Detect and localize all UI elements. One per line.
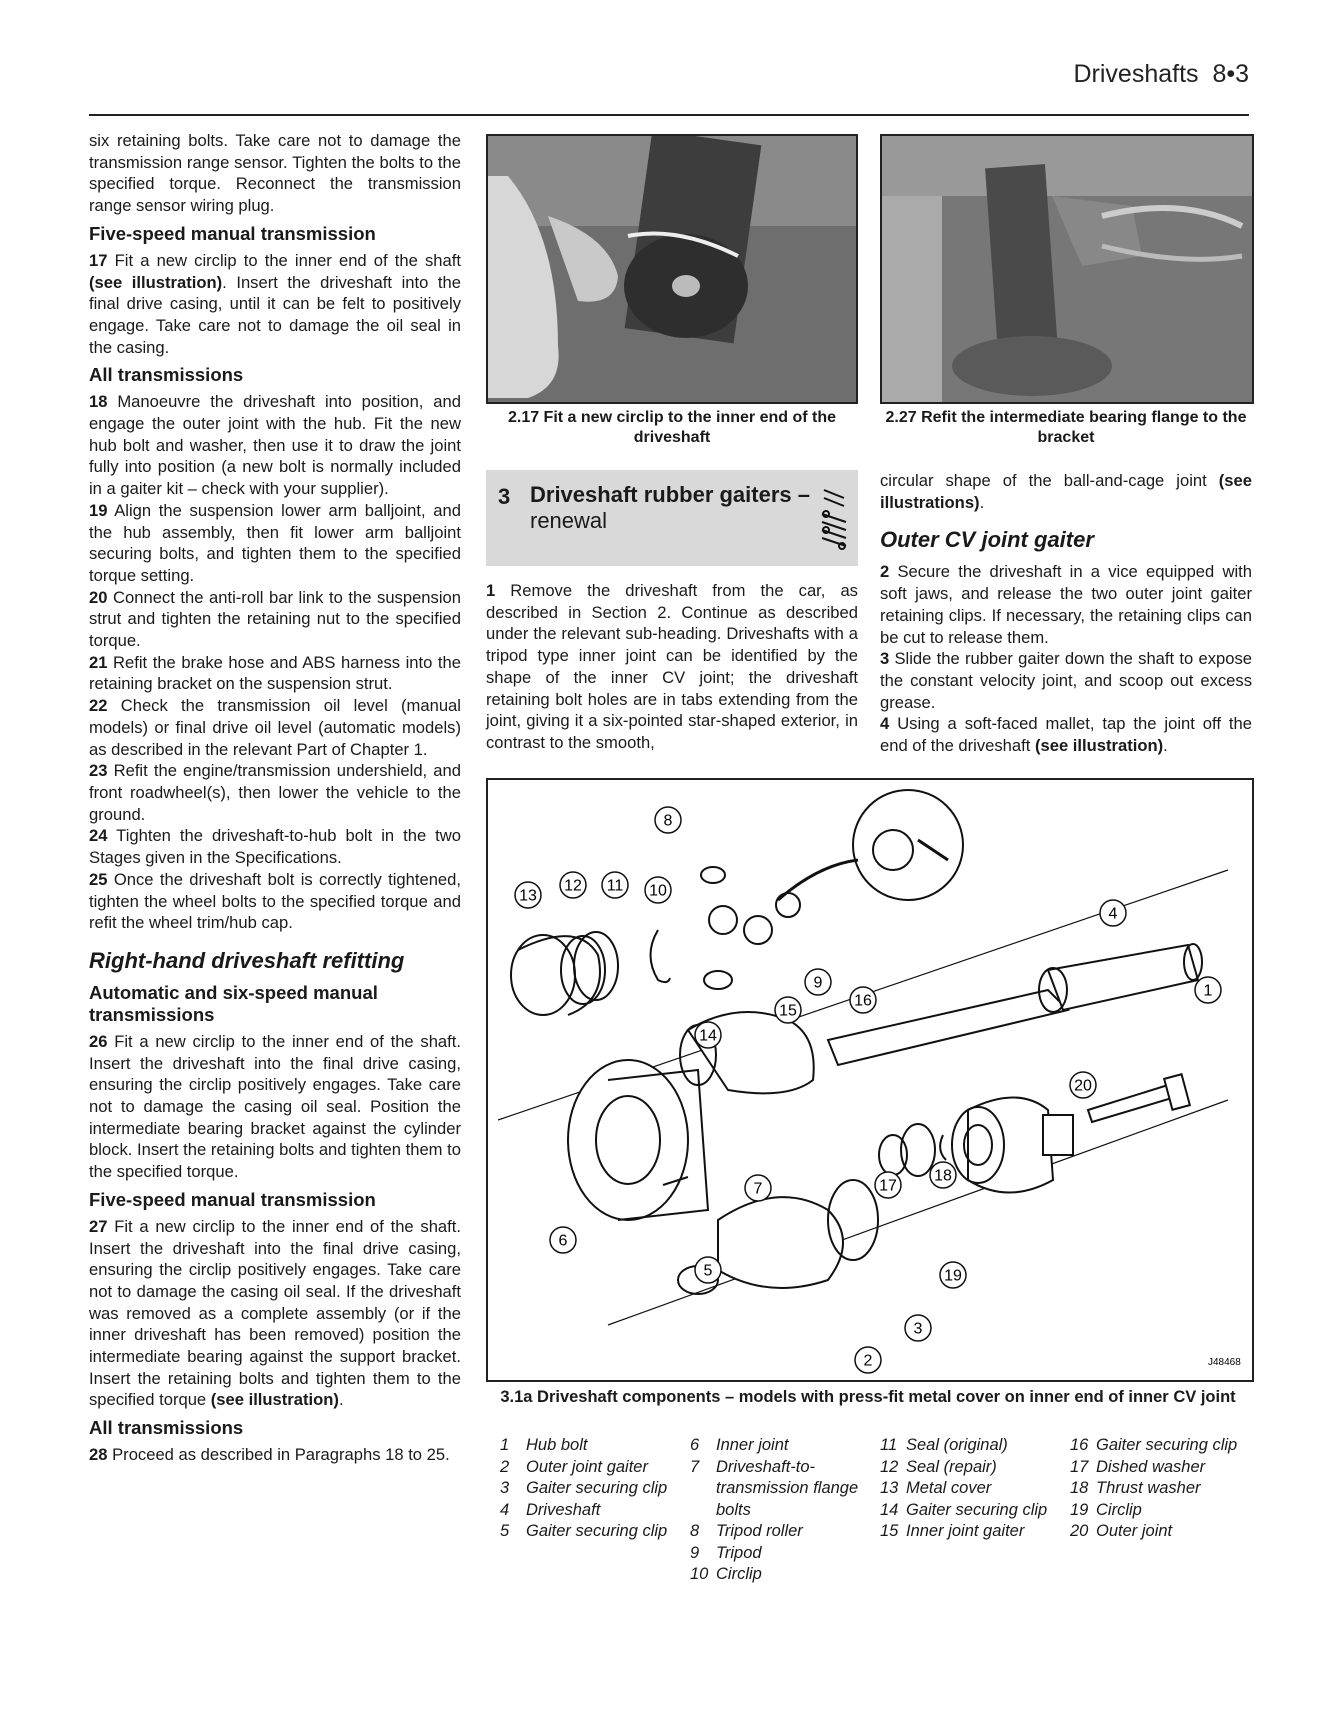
legend-number: 16 — [1070, 1436, 1089, 1454]
sub-heading: All transmissions — [89, 364, 244, 386]
legend-label: Seal (repair) — [906, 1457, 997, 1476]
legend-item — [1070, 1500, 1260, 1522]
paragraph-number: 1 — [486, 581, 496, 600]
legend-item — [1070, 1521, 1260, 1543]
legend-item — [1070, 1435, 1260, 1457]
legend-number: 12 — [880, 1457, 899, 1476]
section-subtitle: renewal — [530, 508, 608, 533]
paragraph-text: circular shape of the ball-and-cage joint — [880, 471, 1219, 490]
legend-item — [690, 1457, 880, 1522]
legend-number: 17 — [1070, 1457, 1089, 1476]
paragraph-number: 27 — [89, 1216, 108, 1236]
callout-number: 19 — [944, 1267, 962, 1285]
legend-number: 6 — [690, 1436, 700, 1454]
photo-bearing-flange — [880, 134, 1254, 404]
paragraph-tail: . — [338, 1390, 344, 1410]
legend-number: 2 — [500, 1457, 510, 1476]
photo-bearing-flange-caption: 2.27 Refit the intermediate bearing flange to the bracket — [885, 409, 1247, 446]
callout-number: 18 — [934, 1167, 952, 1185]
paragraph — [89, 760, 461, 825]
callout-number: 4 — [1108, 905, 1118, 923]
callout-number: 5 — [703, 1262, 713, 1280]
legend-item — [880, 1521, 1070, 1543]
callout-number: 9 — [813, 974, 823, 992]
paragraph-number: 22 — [89, 696, 108, 716]
paragraph-number: 24 — [89, 826, 108, 846]
legend-label: Thrust washer — [1096, 1479, 1201, 1497]
paragraph-text: Proceed as described in Paragraphs 18 to 25. — [112, 1445, 450, 1465]
sub-heading: Automatic and six-speed manual transmissions — [89, 981, 378, 1025]
paragraph-number: 26 — [89, 1031, 108, 1051]
paragraph-text: Using a soft-faced mallet, tap the joint off the end of the driveshaft — [880, 714, 1252, 756]
paragraph-text: Fit a new circlip to the inner end of the shaft — [114, 250, 461, 270]
paragraph — [89, 652, 461, 695]
legend-number: 19 — [1070, 1500, 1089, 1519]
legend-item — [880, 1500, 1070, 1522]
legend-label: Tripod roller — [716, 1522, 803, 1540]
legend-item — [1070, 1478, 1260, 1500]
cross-reference: (see illustrations) — [880, 471, 1252, 512]
paragraph-text: Tighten the driveshaft-to-hub bolt in the two Stages given in the Specifications. — [89, 826, 462, 868]
callout-number: 11 — [606, 877, 624, 895]
sub-heading: Five-speed manual transmission — [89, 1188, 376, 1210]
legend-item — [690, 1435, 880, 1457]
paragraph-tail: . Insert the driveshaft into the final drive casing, until it can be felt to positively engage. Take care not to damage the oil seal in the casing. — [89, 272, 461, 357]
driveshaft-components-diagram — [486, 778, 1254, 1382]
callout-number: 8 — [663, 812, 673, 830]
legend-number: 13 — [880, 1479, 899, 1497]
legend-number: 9 — [690, 1543, 700, 1562]
legend-label: Driveshaft — [526, 1500, 601, 1519]
legend-label: Circlip — [1096, 1500, 1142, 1519]
section-heading-box — [486, 470, 858, 566]
paragraph — [89, 695, 461, 760]
legend-item — [690, 1521, 880, 1543]
paragraph-text: Check the transmission oil level (manual models) or final drive oil level (automatic models) as described in the relevant Part of Chapter 1. — [89, 696, 461, 759]
legend-label: Driveshaft-to-transmission flange bolts — [716, 1457, 859, 1519]
paragraph-text: six retaining bolts. Take care not to damage the transmission range sensor. Tighten the bolts to the specified torque. Reconnect the transmission range sensor wiring plug. — [89, 131, 461, 216]
legend-number: 3 — [500, 1479, 510, 1497]
paragraph-number: 17 — [89, 250, 108, 270]
running-title — [1073, 60, 1249, 89]
legend-column — [1070, 1435, 1260, 1543]
legend-number: 18 — [1070, 1479, 1089, 1497]
paragraph — [89, 587, 461, 652]
legend-item — [500, 1478, 690, 1500]
paragraph-text: Secure the driveshaft in a vice equipped with soft jaws, and release the two outer joint gaiter retaining clips. If necessary, the retaining clips can be cut to release them. — [880, 562, 1252, 647]
cross-reference: (see illustration) — [89, 272, 223, 292]
legend-item — [880, 1435, 1070, 1457]
legend-item — [1070, 1457, 1260, 1479]
legend-number: 11 — [880, 1436, 898, 1454]
cross-reference: (see illustration) — [210, 1390, 339, 1410]
legend-number: 8 — [690, 1522, 700, 1540]
paragraph — [89, 1031, 461, 1183]
paragraph-tail: . — [979, 492, 985, 512]
callout-number: 2 — [863, 1352, 873, 1370]
legend-item — [880, 1457, 1070, 1479]
paragraph — [89, 391, 461, 500]
legend-number: 1 — [500, 1436, 510, 1454]
chapter-title: Driveshafts — [1073, 60, 1199, 88]
difficulty-spanner-icon — [818, 484, 850, 556]
section-title: Driveshaft rubber gaiters – — [530, 482, 810, 507]
paragraph — [880, 713, 1252, 756]
section-subheading: Right-hand driveshaft refitting — [89, 947, 405, 973]
legend-label: Metal cover — [906, 1479, 992, 1497]
page-number: 8•3 — [1212, 60, 1249, 88]
callout-number: 3 — [913, 1320, 923, 1338]
paragraph-text: Slide the rubber gaiter down the shaft to expose the constant velocity joint, and scoop out excess grease. — [880, 649, 1252, 712]
paragraph-number: 4 — [880, 714, 890, 734]
paragraph-number: 19 — [89, 500, 108, 520]
middle-text-column — [486, 580, 858, 754]
photo-circlip — [486, 134, 858, 404]
legend-label: Gaiter securing clip — [1096, 1436, 1238, 1454]
legend-label: Seal (original) — [906, 1436, 1008, 1454]
legend-item — [880, 1478, 1070, 1500]
legend-number: 5 — [500, 1522, 510, 1540]
paragraph — [880, 648, 1252, 713]
paragraph — [89, 869, 461, 934]
section-subheading: Outer CV joint gaiter — [880, 527, 1094, 553]
paragraph-number: 3 — [880, 649, 890, 669]
paragraph — [89, 250, 461, 359]
paragraph-tail: . — [1163, 736, 1168, 756]
paragraph-number: 18 — [89, 392, 108, 412]
paragraph — [89, 1444, 461, 1466]
legend-label: Inner joint — [716, 1436, 789, 1454]
paragraph-number: 28 — [89, 1445, 108, 1465]
callout-number: 7 — [753, 1180, 763, 1198]
paragraph — [89, 130, 461, 217]
paragraph-number: 20 — [89, 587, 108, 607]
photo-circlip-image — [488, 136, 856, 402]
paragraph-text: Fit a new circlip to the inner end of the shaft. Insert the driveshaft into the final drive casing, ensuring the circlip positively engages. Take care not to damage the casing oil seal. Position the intermediate bearing bracket against the cylinder block. Insert the retaining bolts and tighten them to the specified torque. — [89, 1031, 461, 1182]
paragraph — [89, 1216, 461, 1411]
callout-number: 15 — [779, 1002, 797, 1020]
legend-item — [690, 1543, 880, 1565]
legend-number: 15 — [880, 1522, 899, 1540]
legend-label: Gaiter securing clip — [906, 1500, 1048, 1519]
photo-bearing-flange-image — [882, 136, 1252, 402]
legend-label: Outer joint — [1096, 1522, 1173, 1540]
legend-number: 20 — [1070, 1522, 1089, 1540]
legend-number: 7 — [690, 1457, 700, 1476]
legend-label: Tripod — [716, 1543, 762, 1562]
paragraph — [880, 470, 1252, 513]
legend-item — [690, 1564, 880, 1586]
callout-number: 20 — [1074, 1077, 1092, 1095]
right-text-column — [880, 470, 1252, 757]
legend-column — [880, 1435, 1070, 1543]
paragraph-text: Manoeuvre the driveshaft into position, and engage the outer joint with the hub. Fit the new hub bolt and washer, then use it to draw the joint fully into position (a new bolt is normally included in a gaiter kit – check with your supplier). — [89, 392, 461, 499]
drawing-reference: J48468 — [1208, 1357, 1241, 1368]
legend-label: Outer joint gaiter — [526, 1457, 648, 1476]
legend-item — [500, 1500, 690, 1522]
callout-number: 10 — [649, 882, 667, 900]
callout-number: 12 — [564, 877, 582, 895]
legend-label: Hub bolt — [526, 1436, 588, 1454]
callout-number: 13 — [519, 887, 537, 905]
paragraph-number: 21 — [89, 652, 108, 672]
paragraph-text: Refit the brake hose and ABS harness into the retaining bracket on the suspension strut. — [89, 652, 461, 694]
legend-item — [500, 1457, 690, 1479]
callout-number: 14 — [699, 1027, 717, 1045]
legend-label: Circlip — [716, 1565, 762, 1583]
legend-column — [500, 1435, 690, 1543]
section-number: 3 — [498, 484, 511, 509]
legend-label: Inner joint gaiter — [906, 1522, 1025, 1540]
legend-label: Gaiter securing clip — [526, 1479, 668, 1497]
paragraph — [880, 561, 1252, 648]
legend-item — [500, 1521, 690, 1543]
callout-number: 1 — [1203, 982, 1213, 1000]
legend-number: 14 — [880, 1500, 899, 1519]
legend-label: Gaiter securing clip — [526, 1522, 668, 1540]
paragraph-text: Connect the anti-roll bar link to the suspension strut and tighten the retaining nut to the specified torque. — [89, 587, 461, 651]
paragraph — [486, 580, 858, 754]
paragraph-text: Align the suspension lower arm balljoint, and the hub assembly, then fit lower arm balljoint securing bolts, and tighten them to the specified torque setting. — [89, 500, 461, 585]
cross-reference: (see illustration) — [1034, 736, 1164, 756]
paragraph-text: Fit a new circlip to the inner end of the shaft. Insert the driveshaft into the final drive casing, ensuring the circlip positively engages. Take care not to damage the casing oil seal. If the driveshaft was removed as a complete assembly (or if the inner driveshaft has been removed) position the intermediate bearing against the support bracket. Insert the retaining bolts and tighten them to the specified torque — [89, 1216, 461, 1410]
paragraph — [89, 825, 461, 868]
legend-number: 4 — [500, 1500, 510, 1519]
legend-label: Dished washer — [1096, 1457, 1206, 1476]
legend-item — [500, 1435, 690, 1457]
legend-number: 10 — [690, 1565, 709, 1583]
callout-number: 17 — [879, 1177, 897, 1195]
callout-number: 16 — [854, 992, 872, 1010]
sub-heading: Five-speed manual transmission — [89, 222, 376, 244]
page-header — [89, 52, 1249, 116]
paragraph-text: Remove the driveshaft from the car, as described in Section 2. Continue as described under the relevant sub-heading. Driveshafts with a tripod type inner joint can be identified by the shape of the inner CV joint; the driveshaft retaining bolt holes are in tabs extending from the joint, giving it a six-pointed star-shaped exterior, in contrast to the smooth, — [486, 581, 858, 752]
exploded-view-drawing — [488, 780, 1252, 1380]
paragraph-number: 23 — [89, 761, 108, 781]
left-text-column — [89, 130, 461, 1466]
paragraph-text: Once the driveshaft bolt is correctly tightened, tighten the wheel bolts to the specified torque and refit the wheel trim/hub cap. — [89, 869, 461, 933]
photo-circlip-caption: 2.17 Fit a new circlip to the inner end of the driveshaft — [507, 409, 837, 446]
paragraph — [89, 500, 461, 587]
paragraph-number: 25 — [89, 869, 108, 889]
figure-caption: 3.1a Driveshaft components – models with press-fit metal cover on inner end of inner CV joint — [500, 1388, 1236, 1406]
paragraph-text: Refit the engine/transmission undershield, and front roadwheel(s), then lower the vehicle to the ground. — [89, 761, 461, 824]
paragraph-number: 2 — [880, 562, 890, 582]
sub-heading: All transmissions — [89, 1417, 244, 1439]
legend-column — [690, 1435, 880, 1586]
callout-number: 6 — [558, 1232, 568, 1250]
